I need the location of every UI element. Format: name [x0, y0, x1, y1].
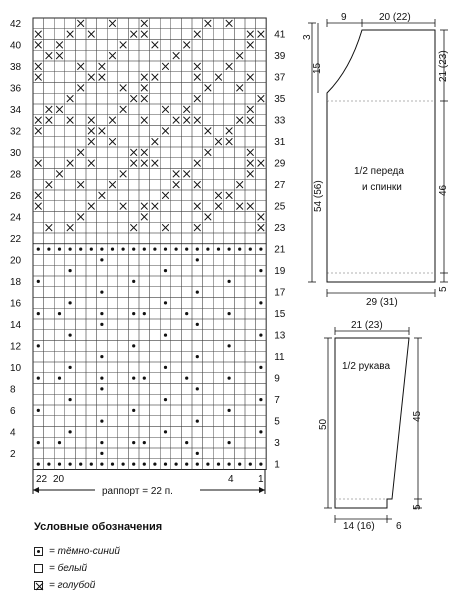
sleeve-dim-left-height: 50: [318, 418, 329, 430]
sleeve-dim-rib-right: 5: [412, 504, 423, 510]
row-number-right: 1: [274, 459, 280, 471]
stitch-label-20: 20: [53, 474, 65, 485]
dot-stitch-mark: [100, 291, 103, 294]
dot-stitch-mark: [228, 377, 231, 380]
row-number-left: 22: [10, 233, 22, 245]
legend-text-light-blue: = голубой: [49, 579, 96, 591]
dot-stitch-mark: [132, 377, 135, 380]
dot-stitch-mark: [259, 366, 262, 369]
row-number-left: 38: [10, 61, 22, 73]
dot-stitch-mark: [196, 355, 199, 358]
dot-stitch-mark: [58, 377, 61, 380]
dot-stitch-mark: [196, 258, 199, 261]
dot-stitch-mark: [153, 463, 156, 466]
dot-stitch-mark: [217, 248, 220, 251]
dot-stitch-mark: [100, 323, 103, 326]
dot-stitch-mark: [100, 441, 103, 444]
dot-stitch-mark: [100, 355, 103, 358]
dot-stitch-mark: [37, 344, 40, 347]
row-number-left: 6: [10, 405, 16, 417]
dot-stitch-mark: [217, 463, 220, 466]
row-number-left: 2: [10, 448, 16, 460]
row-number-right: 35: [274, 94, 286, 105]
dot-stitch-mark: [79, 463, 82, 466]
dot-stitch-mark: [132, 409, 135, 412]
repeat-label: раппорт = 22 п.: [102, 486, 173, 497]
dot-stitch-mark: [228, 409, 231, 412]
body-label-line1: 1/2 переда: [354, 166, 404, 177]
dot-stitch-mark: [37, 377, 40, 380]
stitch-label-4: 4: [228, 474, 234, 485]
dot-stitch-mark: [164, 248, 167, 251]
dot-stitch-mark: [69, 301, 72, 304]
dot-stitch-mark: [143, 463, 146, 466]
sleeve-schematic: [318, 320, 423, 532]
stitch-chart-grid: [33, 18, 266, 470]
dot-stitch-mark: [79, 248, 82, 251]
row-number-left: 40: [10, 40, 22, 52]
dot-stitch-mark: [143, 248, 146, 251]
dot-stitch-mark: [37, 280, 40, 283]
dot-stitch-mark: [175, 248, 178, 251]
row-number-left: 28: [10, 169, 22, 181]
dot-stitch-mark: [175, 463, 178, 466]
dot-stitch-mark: [164, 430, 167, 433]
dot-stitch-mark: [259, 430, 262, 433]
dot-stitch-mark: [58, 248, 61, 251]
row-number-right: 23: [274, 223, 286, 234]
dot-stitch-mark: [47, 248, 50, 251]
legend-item-white: [34, 562, 87, 574]
row-number-right: 27: [274, 180, 286, 191]
dot-stitch-mark: [100, 377, 103, 380]
dot-stitch-mark: [228, 248, 231, 251]
dot-stitch-mark: [37, 248, 40, 251]
dot-stitch-mark: [228, 441, 231, 444]
dot-stitch-mark: [100, 312, 103, 315]
dim-neck-drop: 3: [302, 34, 313, 40]
row-number-left: 20: [10, 255, 22, 267]
row-number-right: 29: [274, 158, 286, 170]
dot-stitch-mark: [238, 463, 241, 466]
dot-stitch-mark: [132, 463, 135, 466]
row-number-left: 16: [10, 298, 22, 310]
dim-armhole-right: 21 (23): [438, 50, 449, 82]
sleeve-dim-bottom-right: 6: [396, 521, 402, 532]
row-number-right: 41: [274, 29, 286, 41]
row-number-right: 15: [274, 309, 286, 320]
dot-stitch-mark: [37, 441, 40, 444]
row-number-right: 19: [274, 266, 286, 277]
dot-stitch-mark: [196, 420, 199, 423]
dim-armhole-left: 15: [312, 62, 323, 74]
dot-stitch-mark: [143, 441, 146, 444]
dot-stitch-mark: [111, 248, 114, 251]
dot-stitch-mark: [228, 280, 231, 283]
dot-stitch-mark: [132, 248, 135, 251]
row-number-left: 42: [10, 18, 22, 30]
dot-stitch-mark: [196, 452, 199, 455]
sleeve-label: 1/2 рукава: [342, 361, 391, 372]
row-number-right: 13: [274, 330, 286, 342]
row-number-right: 9: [274, 373, 280, 385]
dot-stitch-mark: [206, 463, 209, 466]
legend-item-light-blue: [34, 579, 95, 591]
row-number-right: 21: [274, 244, 286, 256]
dot-stitch-mark: [185, 441, 188, 444]
dot-stitch-mark: [90, 248, 93, 251]
dot-stitch-mark: [100, 420, 103, 423]
dot-stitch-mark: [196, 323, 199, 326]
stitch-label-22: 22: [36, 474, 48, 485]
body-label-line2: и спинки: [362, 182, 402, 193]
dot-stitch-mark: [196, 291, 199, 294]
dot-stitch-mark: [228, 344, 231, 347]
sleeve-dim-bottom-width: 14 (16): [343, 521, 375, 532]
body-schematic: [302, 12, 449, 308]
dot-symbol-icon: [34, 547, 43, 556]
dot-stitch-mark: [58, 463, 61, 466]
row-number-left: 4: [10, 427, 16, 439]
dim-top-right: 20 (22): [379, 12, 411, 23]
dot-stitch-mark: [259, 398, 262, 401]
dot-stitch-mark: [143, 377, 146, 380]
dot-stitch-mark: [238, 248, 241, 251]
legend-item-dark-blue: [34, 545, 120, 557]
row-number-right: 25: [274, 201, 286, 213]
dot-stitch-mark: [69, 269, 72, 272]
dot-stitch-mark: [143, 312, 146, 315]
dot-stitch-mark: [37, 463, 40, 466]
legend-title: Условные обозначения: [34, 521, 163, 533]
dot-stitch-mark: [69, 430, 72, 433]
row-number-right: 37: [274, 72, 286, 84]
dot-stitch-mark: [185, 377, 188, 380]
dot-stitch-mark: [132, 280, 135, 283]
dot-stitch-mark: [69, 398, 72, 401]
legend-text-white: = белый: [49, 562, 88, 574]
dot-stitch-mark: [164, 269, 167, 272]
row-number-left: 32: [10, 126, 22, 138]
dot-stitch-mark: [58, 312, 61, 315]
row-number-left: 18: [10, 276, 22, 288]
row-number-left: 30: [10, 147, 22, 159]
row-number-right: 33: [274, 115, 286, 127]
dim-body-right: 46: [438, 184, 449, 196]
dot-stitch-mark: [164, 366, 167, 369]
row-number-right: 11: [274, 352, 285, 363]
legend-text-dark-blue: = тёмно-синий: [49, 545, 120, 557]
stitch-label-1: 1: [258, 474, 264, 485]
dot-stitch-mark: [100, 258, 103, 261]
row-number-right: 31: [274, 137, 286, 148]
dot-stitch-mark: [58, 441, 61, 444]
row-number-left: 34: [10, 104, 22, 116]
dim-bottom-width: 29 (31): [366, 297, 398, 308]
row-number-right: 17: [274, 287, 286, 299]
dot-stitch-mark: [259, 463, 262, 466]
dot-stitch-mark: [153, 248, 156, 251]
dot-stitch-mark: [47, 463, 50, 466]
dot-stitch-mark: [132, 344, 135, 347]
dot-stitch-mark: [185, 463, 188, 466]
dot-stitch-mark: [132, 441, 135, 444]
sleeve-dim-right-height: 45: [412, 410, 423, 422]
dot-stitch-mark: [228, 312, 231, 315]
dim-total-height: 54 (56): [313, 180, 324, 212]
dot-stitch-mark: [259, 301, 262, 304]
dot-stitch-mark: [132, 312, 135, 315]
dot-stitch-mark: [249, 248, 252, 251]
dot-stitch-mark: [196, 387, 199, 390]
row-number-right: 5: [274, 416, 280, 428]
dot-stitch-mark: [249, 463, 252, 466]
dim-rib-right: 5: [438, 286, 449, 292]
dot-stitch-mark: [185, 248, 188, 251]
cross-symbol-icon: [34, 581, 43, 590]
dot-stitch-mark: [196, 248, 199, 251]
dot-stitch-mark: [164, 463, 167, 466]
dot-stitch-mark: [90, 463, 93, 466]
dot-stitch-mark: [111, 463, 114, 466]
row-number-left: 24: [10, 212, 22, 224]
dot-stitch-mark: [100, 248, 103, 251]
row-number-right: 7: [274, 395, 280, 406]
dot-stitch-mark: [122, 463, 125, 466]
dot-stitch-mark: [37, 312, 40, 315]
dot-stitch-mark: [164, 334, 167, 337]
dot-stitch-mark: [69, 463, 72, 466]
dot-stitch-mark: [122, 248, 125, 251]
dot-stitch-mark: [69, 366, 72, 369]
row-number-left: 10: [10, 362, 22, 374]
dot-stitch-mark: [100, 387, 103, 390]
dot-stitch-mark: [185, 312, 188, 315]
dot-stitch-mark: [228, 463, 231, 466]
row-number-left: 8: [10, 384, 16, 396]
dot-stitch-mark: [100, 463, 103, 466]
dim-top-left: 9: [341, 12, 347, 23]
dot-stitch-mark: [259, 248, 262, 251]
dot-stitch-mark: [69, 248, 72, 251]
dot-stitch-mark: [100, 452, 103, 455]
row-number-right: 3: [274, 438, 280, 449]
dot-stitch-mark: [259, 334, 262, 337]
dot-stitch-mark: [37, 409, 40, 412]
dot-stitch-mark: [164, 398, 167, 401]
row-number-left: 14: [10, 319, 22, 331]
row-number-left: 26: [10, 190, 22, 202]
dot-stitch-mark: [206, 248, 209, 251]
row-number-right: 39: [274, 51, 286, 62]
dot-stitch-mark: [164, 301, 167, 304]
dot-stitch-mark: [259, 269, 262, 272]
dot-stitch-mark: [69, 334, 72, 337]
dot-stitch-mark: [196, 463, 199, 466]
sleeve-dim-top-width: 21 (23): [351, 320, 383, 331]
row-number-left: 36: [10, 83, 22, 95]
row-number-left: 12: [10, 341, 22, 353]
empty-cell-symbol-icon: [34, 564, 43, 573]
